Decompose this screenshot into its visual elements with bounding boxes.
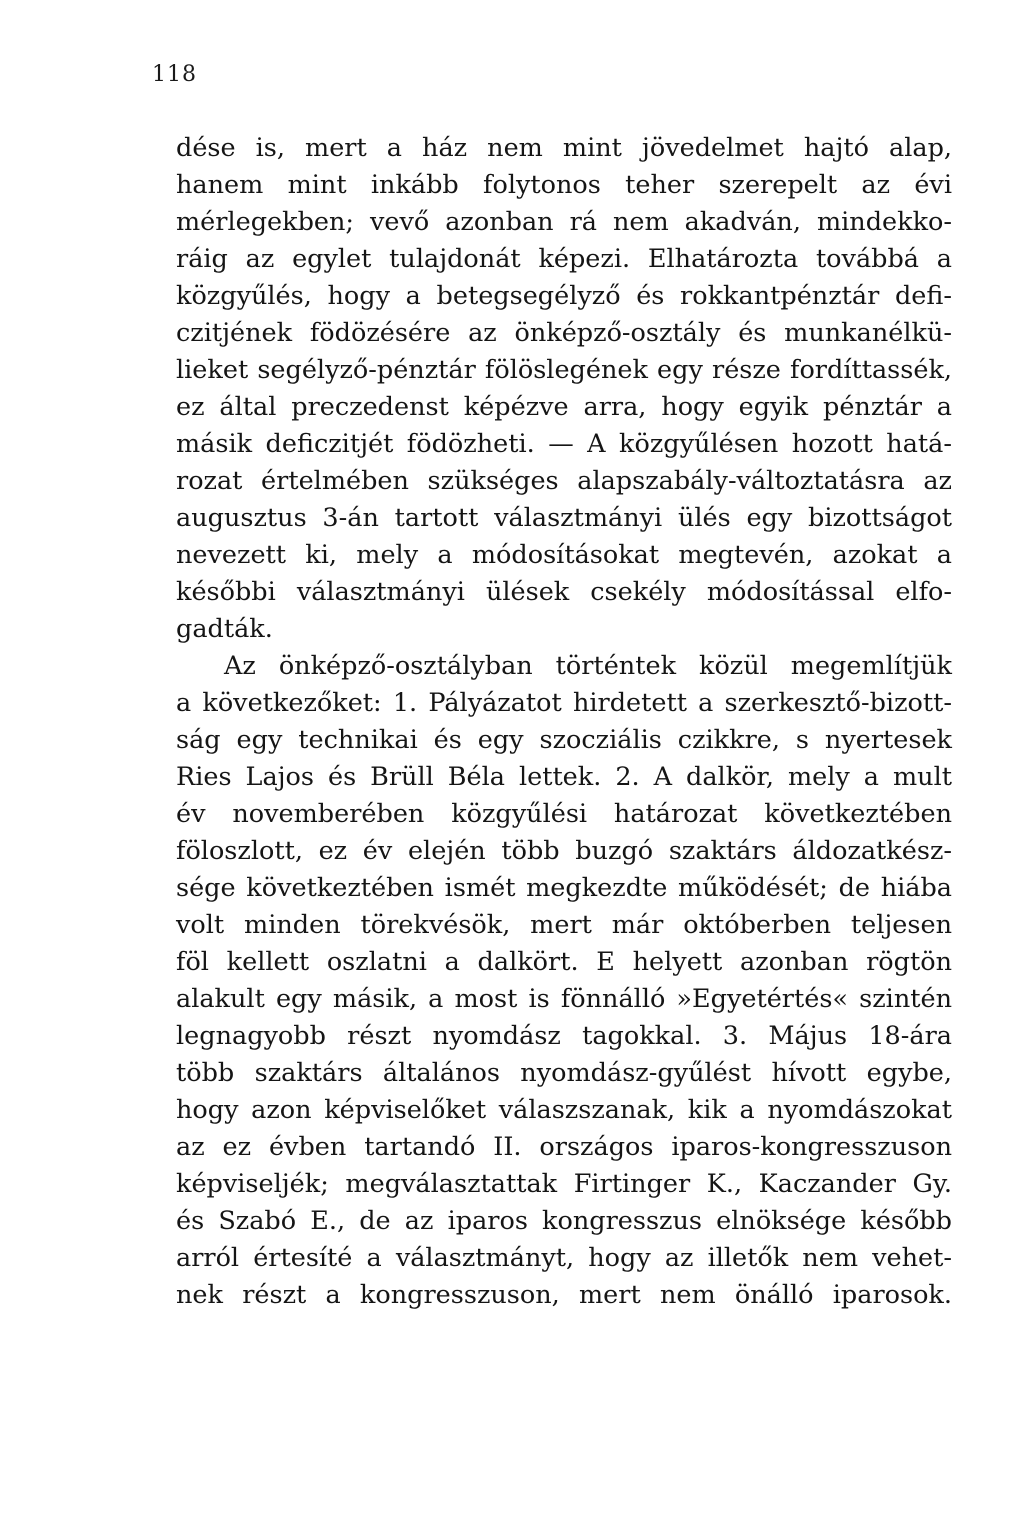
text-line: dése is, mert a ház nem mint jövedelmet hajtó alap, — [176, 133, 952, 163]
text-line: Az önképző-osztályban történtek közül megemlítjük — [224, 651, 952, 681]
text-line: alakult egy másik, a most is fönnálló »Egyetértés« szintén — [176, 984, 952, 1014]
text-line: és Szabó E., de az iparos kongresszus elnöksége később — [176, 1206, 952, 1236]
page-number: 118 — [152, 62, 197, 87]
text-line: ráig az egylet tulajdonát képezi. Elhatározta továbbá a — [176, 244, 952, 274]
text-line: föloszlott, ez év elején több buzgó szaktárs áldozatkész- — [176, 836, 952, 866]
text-line: gadták. — [176, 614, 273, 644]
text-line: nevezett ki, mely a módosításokat megtevén, azokat a — [176, 540, 952, 570]
text-line: lieket segélyző-pénztár fölöslegének egy része fordíttassék, — [176, 355, 952, 385]
text-line: több szaktárs általános nyomdász-gyűlést hívott egybe, — [176, 1058, 952, 1088]
text-line: közgyűlés, hogy a betegsegélyző és rokkantpénztár defi- — [176, 281, 952, 311]
text-line: a következőket: 1. Pályázatot hirdetett a szerkesztő-bizott- — [176, 688, 952, 718]
text-line: mérlegekben; vevő azonban rá nem akadván, mindekko- — [176, 207, 952, 237]
text-line: sége következtében ismét megkezdte működését; de hiába — [176, 873, 952, 903]
text-line: nek részt a kongresszuson, mert nem önálló iparosok. — [176, 1280, 952, 1310]
text-line: képviseljék; megválasztattak Firtinger K., Kaczander Gy. — [176, 1169, 952, 1199]
text-line: rozat értelmében szükséges alapszabály-változtatásra az — [176, 466, 952, 496]
text-line: legnagyobb részt nyomdász tagokkal. 3. Május 18-ára — [176, 1021, 952, 1051]
text-line: augusztus 3-án tartott választmányi ülés egy bizottságot — [176, 503, 952, 533]
text-line: Ries Lajos és Brüll Béla lettek. 2. A dalkör, mely a mult — [176, 762, 952, 792]
text-line: czitjének födözésére az önképző-osztály és munkanélkü- — [176, 318, 952, 348]
text-line: volt minden törekvésök, mert már októberben teljesen — [176, 910, 952, 940]
text-line: másik deficzitjét födözheti. — A közgyűlésen hozott hatá- — [176, 429, 952, 459]
text-line: hanem mint inkább folytonos teher szerepelt az évi — [176, 170, 952, 200]
text-line: hogy azon képviselőket válaszszanak, kik a nyomdászokat — [176, 1095, 952, 1125]
text-line: arról értesíté a választmányt, hogy az illetők nem vehet- — [176, 1243, 952, 1273]
text-line: az ez évben tartandó II. országos iparos-kongresszuson — [176, 1132, 952, 1162]
text-line: föl kellett oszlatni a dalkört. E helyett azonban rögtön — [176, 947, 952, 977]
text-line: későbbi választmányi ülések csekély módosítással elfo- — [176, 577, 952, 607]
text-line: év novemberében közgyűlési határozat következtében — [176, 799, 952, 829]
text-line: ez által preczedenst képézve arra, hogy egyik pénztár a — [176, 392, 952, 422]
body-text — [176, 130, 952, 1314]
text-line: ság egy technikai és egy szocziális czikkre, s nyertesek — [176, 725, 952, 755]
